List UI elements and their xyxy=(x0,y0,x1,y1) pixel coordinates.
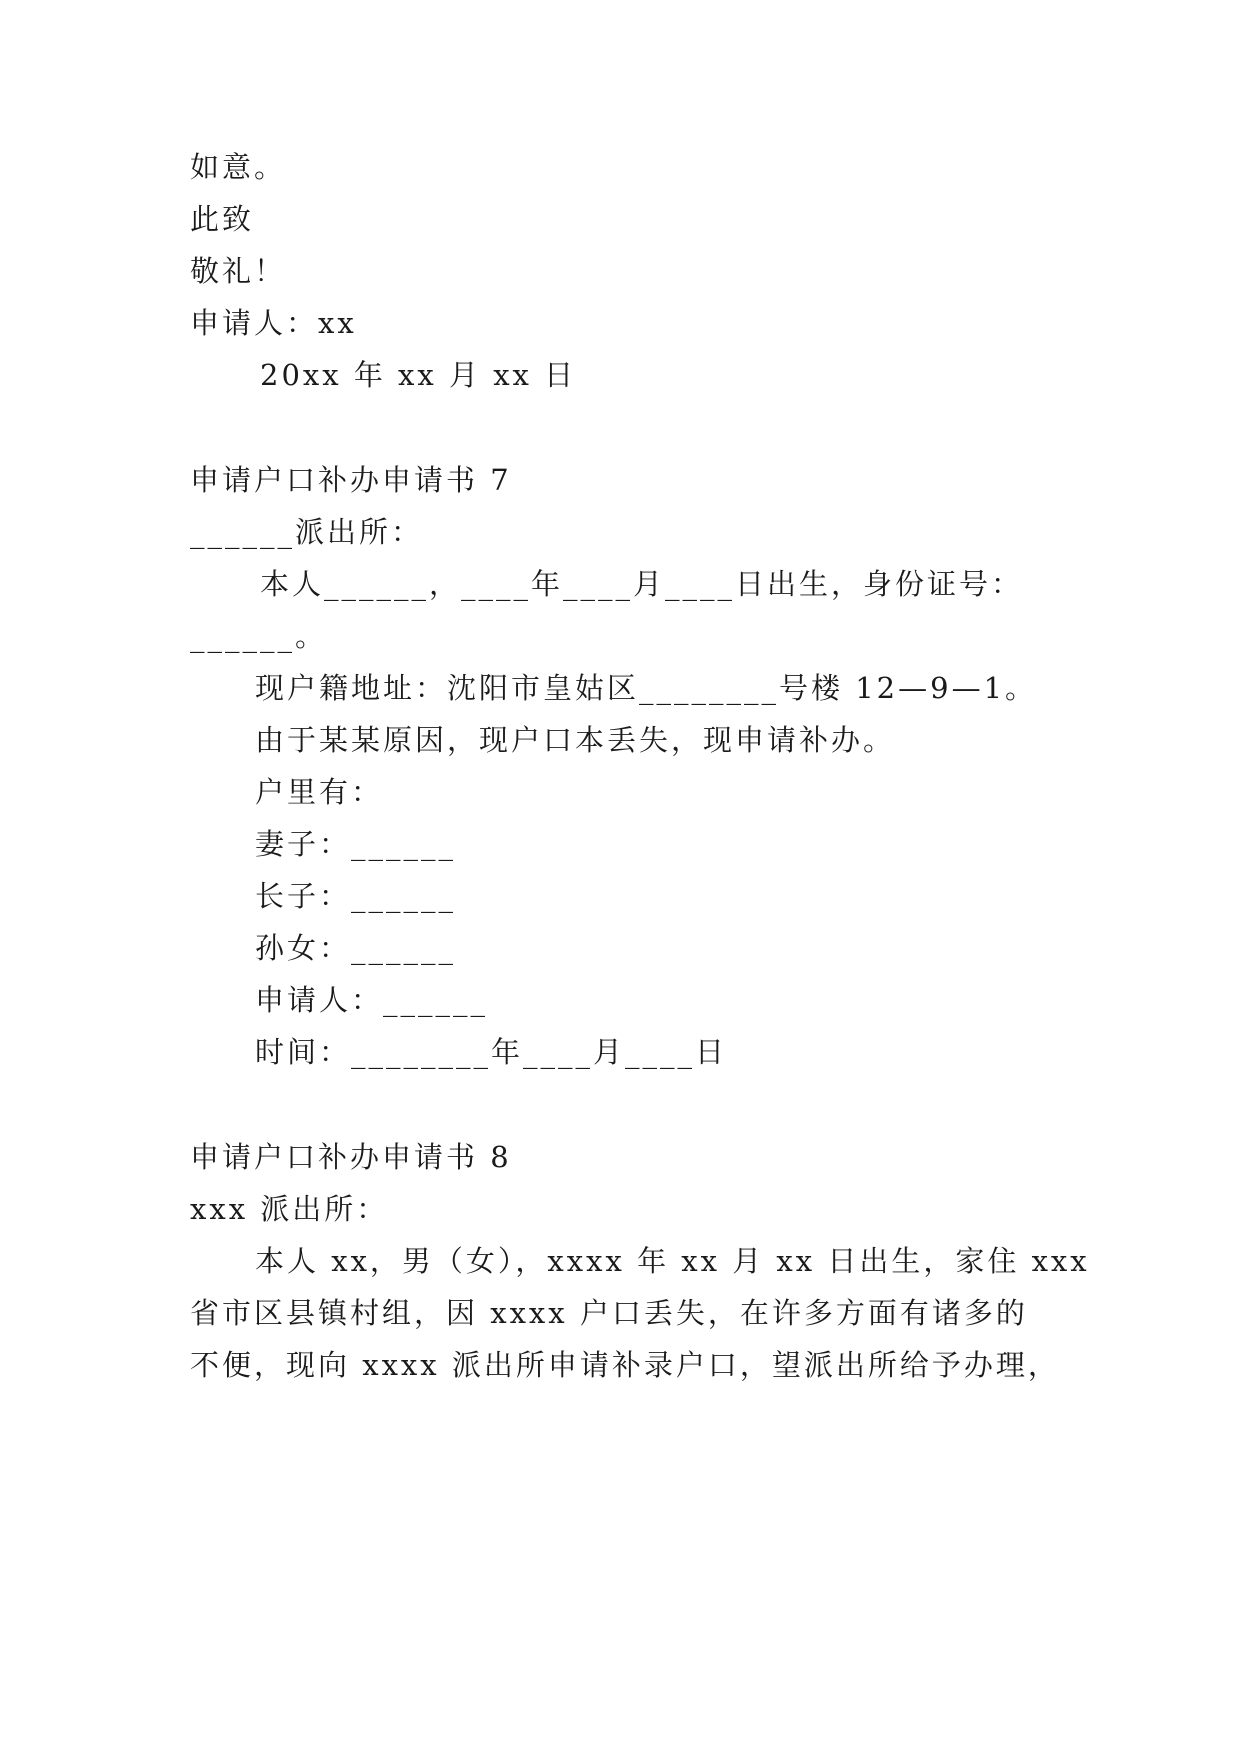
section-7-para-1-line-2: ______。 xyxy=(190,619,328,653)
prev-date: 20xx 年 xx 月 xx 日 xyxy=(260,358,577,392)
member-eldest-son: 长子：______ xyxy=(255,879,457,913)
member-granddaughter: 孙女：______ xyxy=(255,931,457,965)
section-7-reason: 由于某某原因，现户口本丢失，现申请补办。 xyxy=(255,723,896,757)
prev-applicant: 申请人：xx xyxy=(190,306,357,340)
salutation-line-2: 敬礼！ xyxy=(190,254,287,288)
section-8-para-line-1: 本人 xx，男（女），xxxx 年 xx 月 xx 日出生，家住 xxx xyxy=(255,1244,1090,1278)
section-8-addressee: xxx 派出所： xyxy=(190,1192,389,1226)
section-7-time: 时间：________年____月____日 xyxy=(255,1035,728,1069)
section-7-addressee: ______派出所： xyxy=(190,515,424,549)
section-8-para-line-2: 省市区县镇村组，因 xxxx 户口丢失，在许多方面有诸多的 xyxy=(190,1296,1028,1330)
household-heading: 户里有： xyxy=(255,775,384,809)
section-7-title: 申请户口补办申请书 7 xyxy=(190,463,512,497)
section-7-address: 现户籍地址：沈阳市皇姑区________号楼 12—9—1。 xyxy=(255,671,1038,705)
section-7-applicant: 申请人：______ xyxy=(255,983,489,1017)
closing-wish-tail: 如意。 xyxy=(190,150,287,184)
section-8-para-line-3: 不便，现向 xxxx 派出所申请补录户口，望派出所给予办理， xyxy=(190,1348,1060,1382)
member-wife: 妻子：______ xyxy=(255,827,457,861)
salutation-line-1: 此致 xyxy=(190,202,255,236)
section-7-para-1-line-1: 本人______，____年____月____日出生，身份证号： xyxy=(260,567,1024,601)
section-8-title: 申请户口补办申请书 8 xyxy=(190,1140,512,1174)
